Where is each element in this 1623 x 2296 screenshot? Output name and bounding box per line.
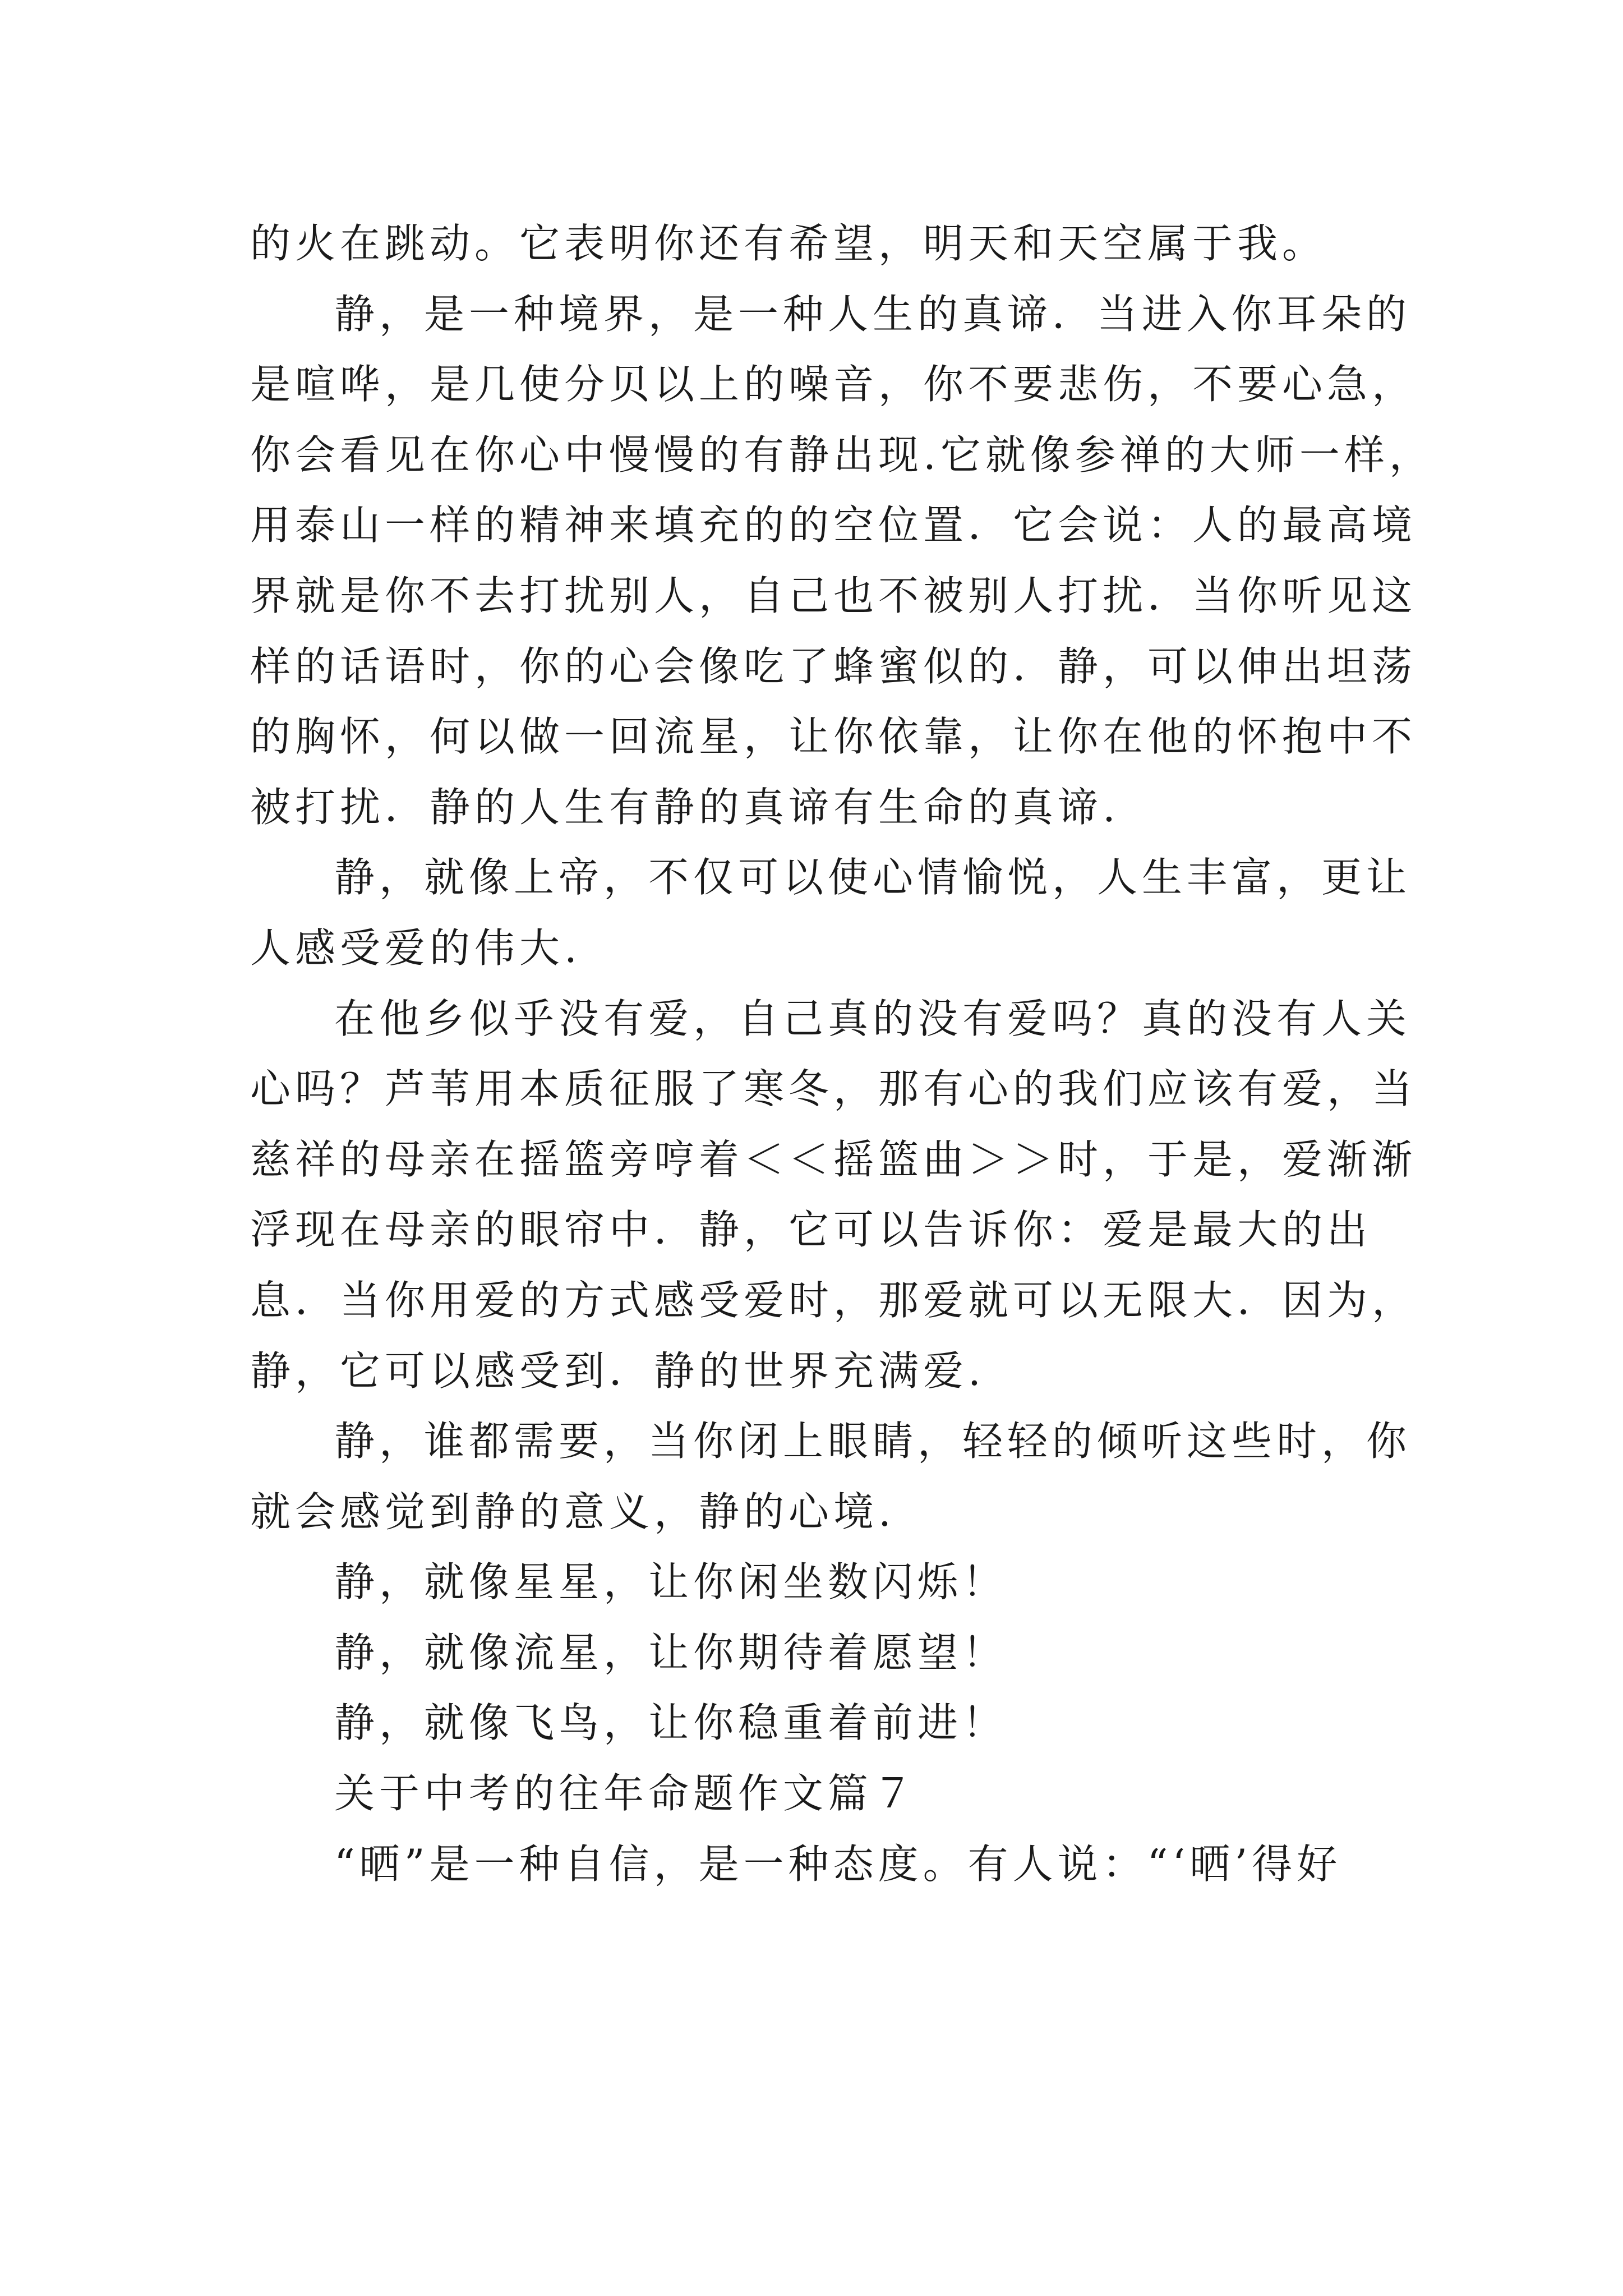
text-line: 界就是你不去打扰别人，自己也不被别人打扰．当你听见这 bbox=[250, 572, 1417, 619]
text-line: 息．当你用爱的方式感受爱时，那爱就可以无限大．因为， bbox=[250, 1276, 1417, 1324]
paragraph-start: 静，就像星星，让你闲坐数闪烁！ bbox=[334, 1558, 1008, 1606]
text-line: 用泰山一样的精神来填充的的空位置．它会说：人的最高境 bbox=[250, 501, 1417, 549]
text-line: 静，它可以感受到．静的世界充满爱. bbox=[250, 1347, 985, 1395]
text-line: 慈祥的母亲在摇篮旁哼着＜＜摇篮曲＞＞时，于是，爱渐渐 bbox=[250, 1135, 1417, 1183]
text-line: 是喧哗，是几使分贝以上的噪音，你不要悲伤，不要心急， bbox=[250, 361, 1417, 408]
text-line: 你会看见在你心中慢慢的有静出现.它就像参禅的大师一样， bbox=[250, 431, 1434, 478]
text-line: 样的话语时，你的心会像吃了蜂蜜似的．静，可以伸出坦荡 bbox=[250, 642, 1417, 690]
text-line: 心吗？芦苇用本质征服了寒冬，那有心的我们应该有爱，当 bbox=[250, 1065, 1417, 1113]
paragraph-start: 在他乡似乎没有爱，自己真的没有爱吗？真的没有人关 bbox=[334, 995, 1412, 1042]
text-line: 浮现在母亲的眼帘中．静，它可以告诉你：爱是最大的出 bbox=[250, 1206, 1372, 1254]
text-line: 人感受爱的伟大. bbox=[250, 924, 582, 972]
paragraph-start: 静，就像流星，让你期待着愿望！ bbox=[334, 1628, 1008, 1676]
text-line: 就会感觉到静的意义，静的心境. bbox=[250, 1488, 896, 1535]
section-heading: 关于中考的往年命题作文篇７ bbox=[334, 1770, 918, 1818]
paragraph-start: “晒”是一种自信，是一种态度。有人说：“‘晒’得好 bbox=[334, 1840, 1342, 1888]
paragraph-start: 静，就像飞鸟，让你稳重着前进！ bbox=[334, 1699, 1008, 1747]
paragraph-start: 静，就像上帝，不仅可以使心情愉悦，人生丰富，更让 bbox=[334, 854, 1412, 901]
text-line: 的火在跳动。它表明你还有希望，明天和天空属于我。 bbox=[250, 220, 1327, 267]
essay-text bbox=[250, 209, 1434, 1899]
paragraph-start: 静，谁都需要，当你闭上眼睛，轻轻的倾听这些时，你 bbox=[334, 1418, 1412, 1465]
paragraph-start: 静，是一种境界，是一种人生的真谛．当进入你耳朵的 bbox=[334, 290, 1412, 338]
text-line: 被打扰．静的人生有静的真谛有生命的真谛. bbox=[250, 783, 1120, 831]
text-line: 的胸怀，何以做一回流星，让你依靠，让你在他的怀抱中不 bbox=[250, 713, 1417, 761]
